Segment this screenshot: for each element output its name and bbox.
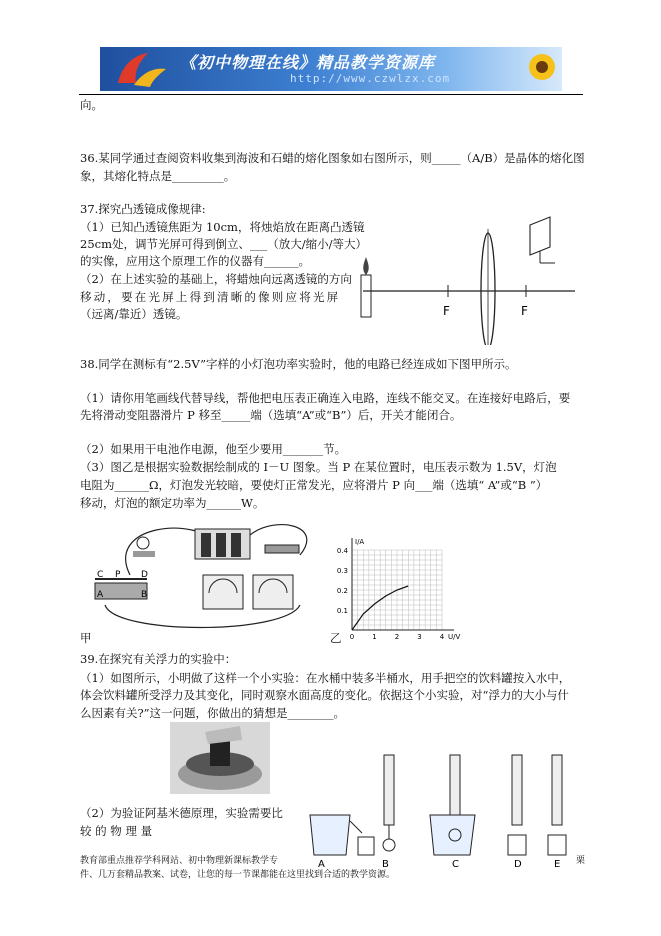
sunflower-icon xyxy=(520,47,560,91)
y-tick-label: 0.3 xyxy=(336,567,348,575)
x-tick-label: 0 xyxy=(349,633,355,641)
x-tick-label: 1 xyxy=(372,633,377,641)
text-line: 移动，灯泡的额定功率为______W。 xyxy=(80,496,265,510)
beaker-label: E xyxy=(554,859,561,870)
switch xyxy=(265,545,299,553)
circuit-label: B xyxy=(141,590,148,600)
candle xyxy=(361,275,371,317)
site-logo xyxy=(104,47,174,91)
beaker-label: B xyxy=(382,859,389,870)
focus-label-right: F xyxy=(521,304,528,318)
spring-scale-b xyxy=(383,755,395,851)
figure-label-yi: 乙 xyxy=(330,631,342,645)
light-screen xyxy=(530,217,550,255)
text-line: 移动，要在光屏上得到清晰的像则应将光屏 xyxy=(80,290,341,304)
y-tick-label: 0.1 xyxy=(336,607,348,615)
y-tick-label: 0.2 xyxy=(336,587,348,595)
lens-diagram xyxy=(355,215,580,345)
footer-line-1: 教育部重点推荐学科网站、初中物理新课标教学专 xyxy=(80,856,279,866)
y-tick-label: 0.4 xyxy=(336,547,348,555)
text-line: 先将滑动变阻器滑片 P 移至_____端（选填“A”或“B”）后，开关才能闭合。 xyxy=(80,408,462,422)
beaker-overflow-a xyxy=(310,815,374,855)
text-line: （远离/靠近）透镜。 xyxy=(80,307,188,321)
text-line: （2）在上述实验的基础上，将蜡烛向远离透镜的方向 xyxy=(80,272,352,286)
beaker-label: C xyxy=(452,859,459,870)
x-axis-label: U/V xyxy=(448,633,461,641)
circuit-label: C xyxy=(97,570,104,580)
y-axis-label: I/A xyxy=(355,538,365,546)
x-tick-label: 4 xyxy=(439,633,445,641)
text-line: （1）已知凸透镜焦距为 10cm，将烛焰放在距离凸透镜 xyxy=(80,220,365,234)
text-line: （3）图乙是根据实验数据绘制成的 I－U 图象。当 P 在某位置时，电压表示数为 1.5V，灯泡 xyxy=(80,460,557,474)
text-line: （2）为验证阿基米德原理，实验需要比 xyxy=(80,806,283,820)
x-tick-label: 2 xyxy=(394,633,400,641)
figure-label-jia: 甲 xyxy=(80,631,92,645)
archimedes-apparatus xyxy=(300,735,585,870)
beaker-label: D xyxy=(514,859,522,870)
bucket-photo xyxy=(170,722,270,794)
header-rule xyxy=(79,94,583,95)
text-line: 25cm处，调节光屏可得到倒立、___（放大/缩小/等大） xyxy=(80,237,367,251)
header-banner xyxy=(100,47,562,91)
text-line: 体会饮料罐所受浮力及其变化，同时观察水面高度的变化。依据这个小实验，对“浮力的大小与什 xyxy=(80,688,569,702)
question-38: 38.同学在测标有“2.5V”字样的小灯泡功率实验时，他的电路已经连成如下图甲所示。 xyxy=(80,357,517,371)
question-37: 37.探究凸透镜成像规律: xyxy=(80,202,206,216)
question-36: 36.某同学通过查阅资料收集到海波和石蜡的熔化图象如右图所示，则_____（A/B）是晶体的熔化图 xyxy=(80,151,585,165)
banner-title: 《初中物理在线》精品教学资源库 xyxy=(180,53,436,72)
iu-graph xyxy=(330,530,465,645)
footer-line-1-end: 栗 xyxy=(576,856,586,866)
circuit-label: P xyxy=(115,570,121,580)
circuit-diagram xyxy=(85,515,335,640)
candle-flame xyxy=(363,257,368,275)
bulb xyxy=(137,537,149,549)
banner-url[interactable]: http://www.czwlzx.com xyxy=(290,72,451,85)
circuit-label: D xyxy=(141,570,148,580)
focus-label-left: F xyxy=(443,304,450,318)
circuit-label: A xyxy=(97,590,104,600)
spring-scale-d xyxy=(508,755,526,855)
text-line: 么因素有关?”这一问题，你做出的猜想是________。 xyxy=(80,706,346,720)
text-line: （2）如果用干电池作电源，他至少要用_______节。 xyxy=(80,442,347,456)
beaker-label: A xyxy=(318,859,325,870)
text-line: （1）请你用笔画线代替导线，帮他把电压表正确连入电路，连线不能交叉。在连接好电路后，要 xyxy=(80,391,571,405)
text-line: （1）如图所示，小明做了这样一个小实验：在水桶中装多半桶水，用手把空的饮料罐按入水中， xyxy=(80,671,571,685)
footer-line-2: 件、几万套精品教案、试卷，让您的每一节课都能在这里找到合适的教学资源。 xyxy=(80,870,396,880)
text-line: 向。 xyxy=(80,98,103,112)
spring-scale-c xyxy=(430,755,475,855)
text-line: 的实像，应用这个原理工作的仪器有______。 xyxy=(80,254,310,268)
text-line: 电阻为______Ω，灯泡发光较暗，要使灯正常发光，应将滑片 P 向___端（选填“ A”或“B ”） xyxy=(80,478,548,492)
text-line: 象，其熔化特点是_________。 xyxy=(80,169,236,183)
spring-scale-e xyxy=(548,755,566,855)
text-line: 较 的 物 理 量 xyxy=(80,824,153,838)
x-tick-label: 3 xyxy=(417,633,422,641)
question-39: 39.在探究有关浮力的实验中： xyxy=(80,652,237,666)
